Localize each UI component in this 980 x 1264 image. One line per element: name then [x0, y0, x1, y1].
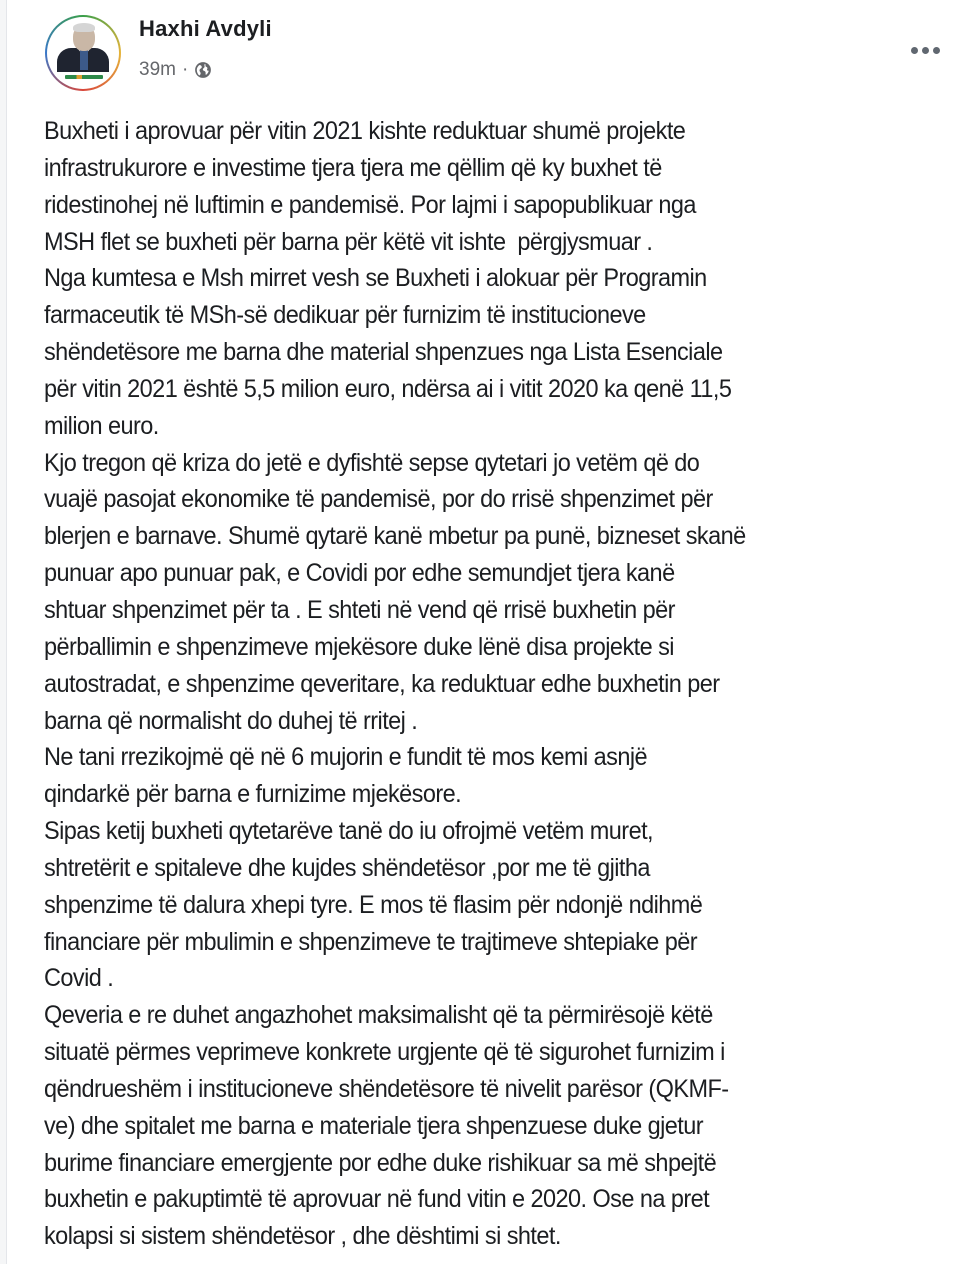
text-line: milion euro. [44, 411, 159, 440]
author-name[interactable]: Haxhi Avdyli [139, 16, 272, 41]
party-logo-icon [65, 75, 103, 79]
more-options-icon [911, 47, 918, 54]
text-line: Qeveria e re duhet angazhohet maksimalisht që ta përmirësojë këtë [44, 1001, 713, 1030]
text-line: financiare për mbulimin e shpenzimeve te trajtimeve shtepiake për [44, 927, 698, 956]
text-line: qindarkë për barna e furnizime mjekësore. [44, 780, 462, 809]
paragraph [44, 739, 975, 813]
author-avatar[interactable] [45, 15, 121, 91]
globe-icon[interactable] [194, 61, 212, 79]
more-options-button[interactable] [909, 43, 941, 57]
paragraph [44, 445, 975, 740]
post-body [44, 113, 975, 1255]
text-line: Sipas ketij buxheti qytetarëve tanë do iu ofrojmë vetëm muret, [44, 817, 654, 846]
post-timestamp[interactable]: 39m [139, 59, 176, 80]
avatar-photo [47, 17, 119, 89]
text-line: shëndetësore me barna dhe material shpenzues nga Lista Esenciale [44, 338, 723, 367]
text-line: autostradat, e shpenzime qeveritare, ka reduktuar edhe buxhetin per [44, 669, 720, 698]
post-meta [139, 59, 212, 81]
text-line: përballimin e shpenzimeve mjekësore duke lënë disa projekte si [44, 632, 674, 661]
text-line: shtuar shpenzimet për ta . E shteti në vend që rrisë buxhetin për [44, 595, 675, 624]
text-line: Ne tani rrezikojmë që në 6 mujorin e fundit të mos kemi asnjë [44, 743, 648, 772]
text-line: për vitin 2021 është 5,5 milion euro, ndërsa ai i vitit 2020 ka qenë 11,5 [44, 374, 732, 403]
text-line: ridestinohej në luftimin e pandemisë. Por lajmi i sapopublikuar nga [44, 190, 696, 219]
post-card [6, 0, 980, 1264]
text-line: blerjen e barnave. Shumë qytarë kanë mbetur pa punë, bizneset skanë [44, 522, 746, 551]
text-line: kolapsi si sistem shëndetësor , dhe dështimi si shtet. [44, 1222, 561, 1251]
text-line: vuajë pasojat ekonomike të pandemisë, por do rrisë shpenzimet për [44, 485, 713, 514]
text-line: qëndrueshëm i institucioneve shëndetësore të nivelit parësor (QKMF- [44, 1074, 729, 1103]
text-line: Buxheti i aprovuar për vitin 2021 kishte reduktuar shumë projekte [44, 117, 686, 145]
text-line: farmaceutik të MSh-së dedikuar për furnizim të institucioneve [44, 301, 646, 330]
text-line: burime financiare emergjente por edhe duke rishikuar sa më shpejtë [44, 1148, 717, 1177]
paragraph [44, 260, 975, 444]
text-line: shpenzime të dalura xhepi tyre. E mos të flasim për ndonjë ndihmë [44, 890, 703, 919]
text-line: shtretërit e spitaleve dhe kujdes shëndetësor ,por me të gjitha [44, 853, 650, 882]
text-line: punuar apo punuar pak, e Covidi por edhe semundjet tjera kanë [44, 559, 675, 588]
text-line: situatë përmes veprimeve konkrete urgjente që të sigurohet furnizim i [44, 1038, 725, 1067]
paragraph [44, 113, 975, 260]
paragraph [44, 813, 975, 997]
text-line: buxhetin e pakuptimtë të aprovuar në fund vitin e 2020. Ose na pret [44, 1185, 710, 1214]
text-line: Nga kumtesa e Msh mirret vesh se Buxheti i alokuar për Programin [44, 264, 707, 293]
text-line: barna që normalisht do duhej të rritej . [44, 706, 418, 735]
text-line: MSH flet se buxheti për barna për këtë vit ishte përgjysmuar . [44, 227, 653, 256]
text-line: Kjo tregon që kriza do jetë e dyfishtë sepse qytetari jo vetëm që do [44, 448, 700, 477]
text-line: Covid . [44, 964, 114, 993]
text-line: infrastrukurore e investime tjera tjera me qëllim që ky buxhet të [44, 153, 662, 182]
text-line: ve) dhe spitalet me barna e materiale tjera shpenzuese duke gjetur [44, 1111, 704, 1140]
paragraph [44, 997, 975, 1255]
meta-separator: · [181, 59, 189, 80]
